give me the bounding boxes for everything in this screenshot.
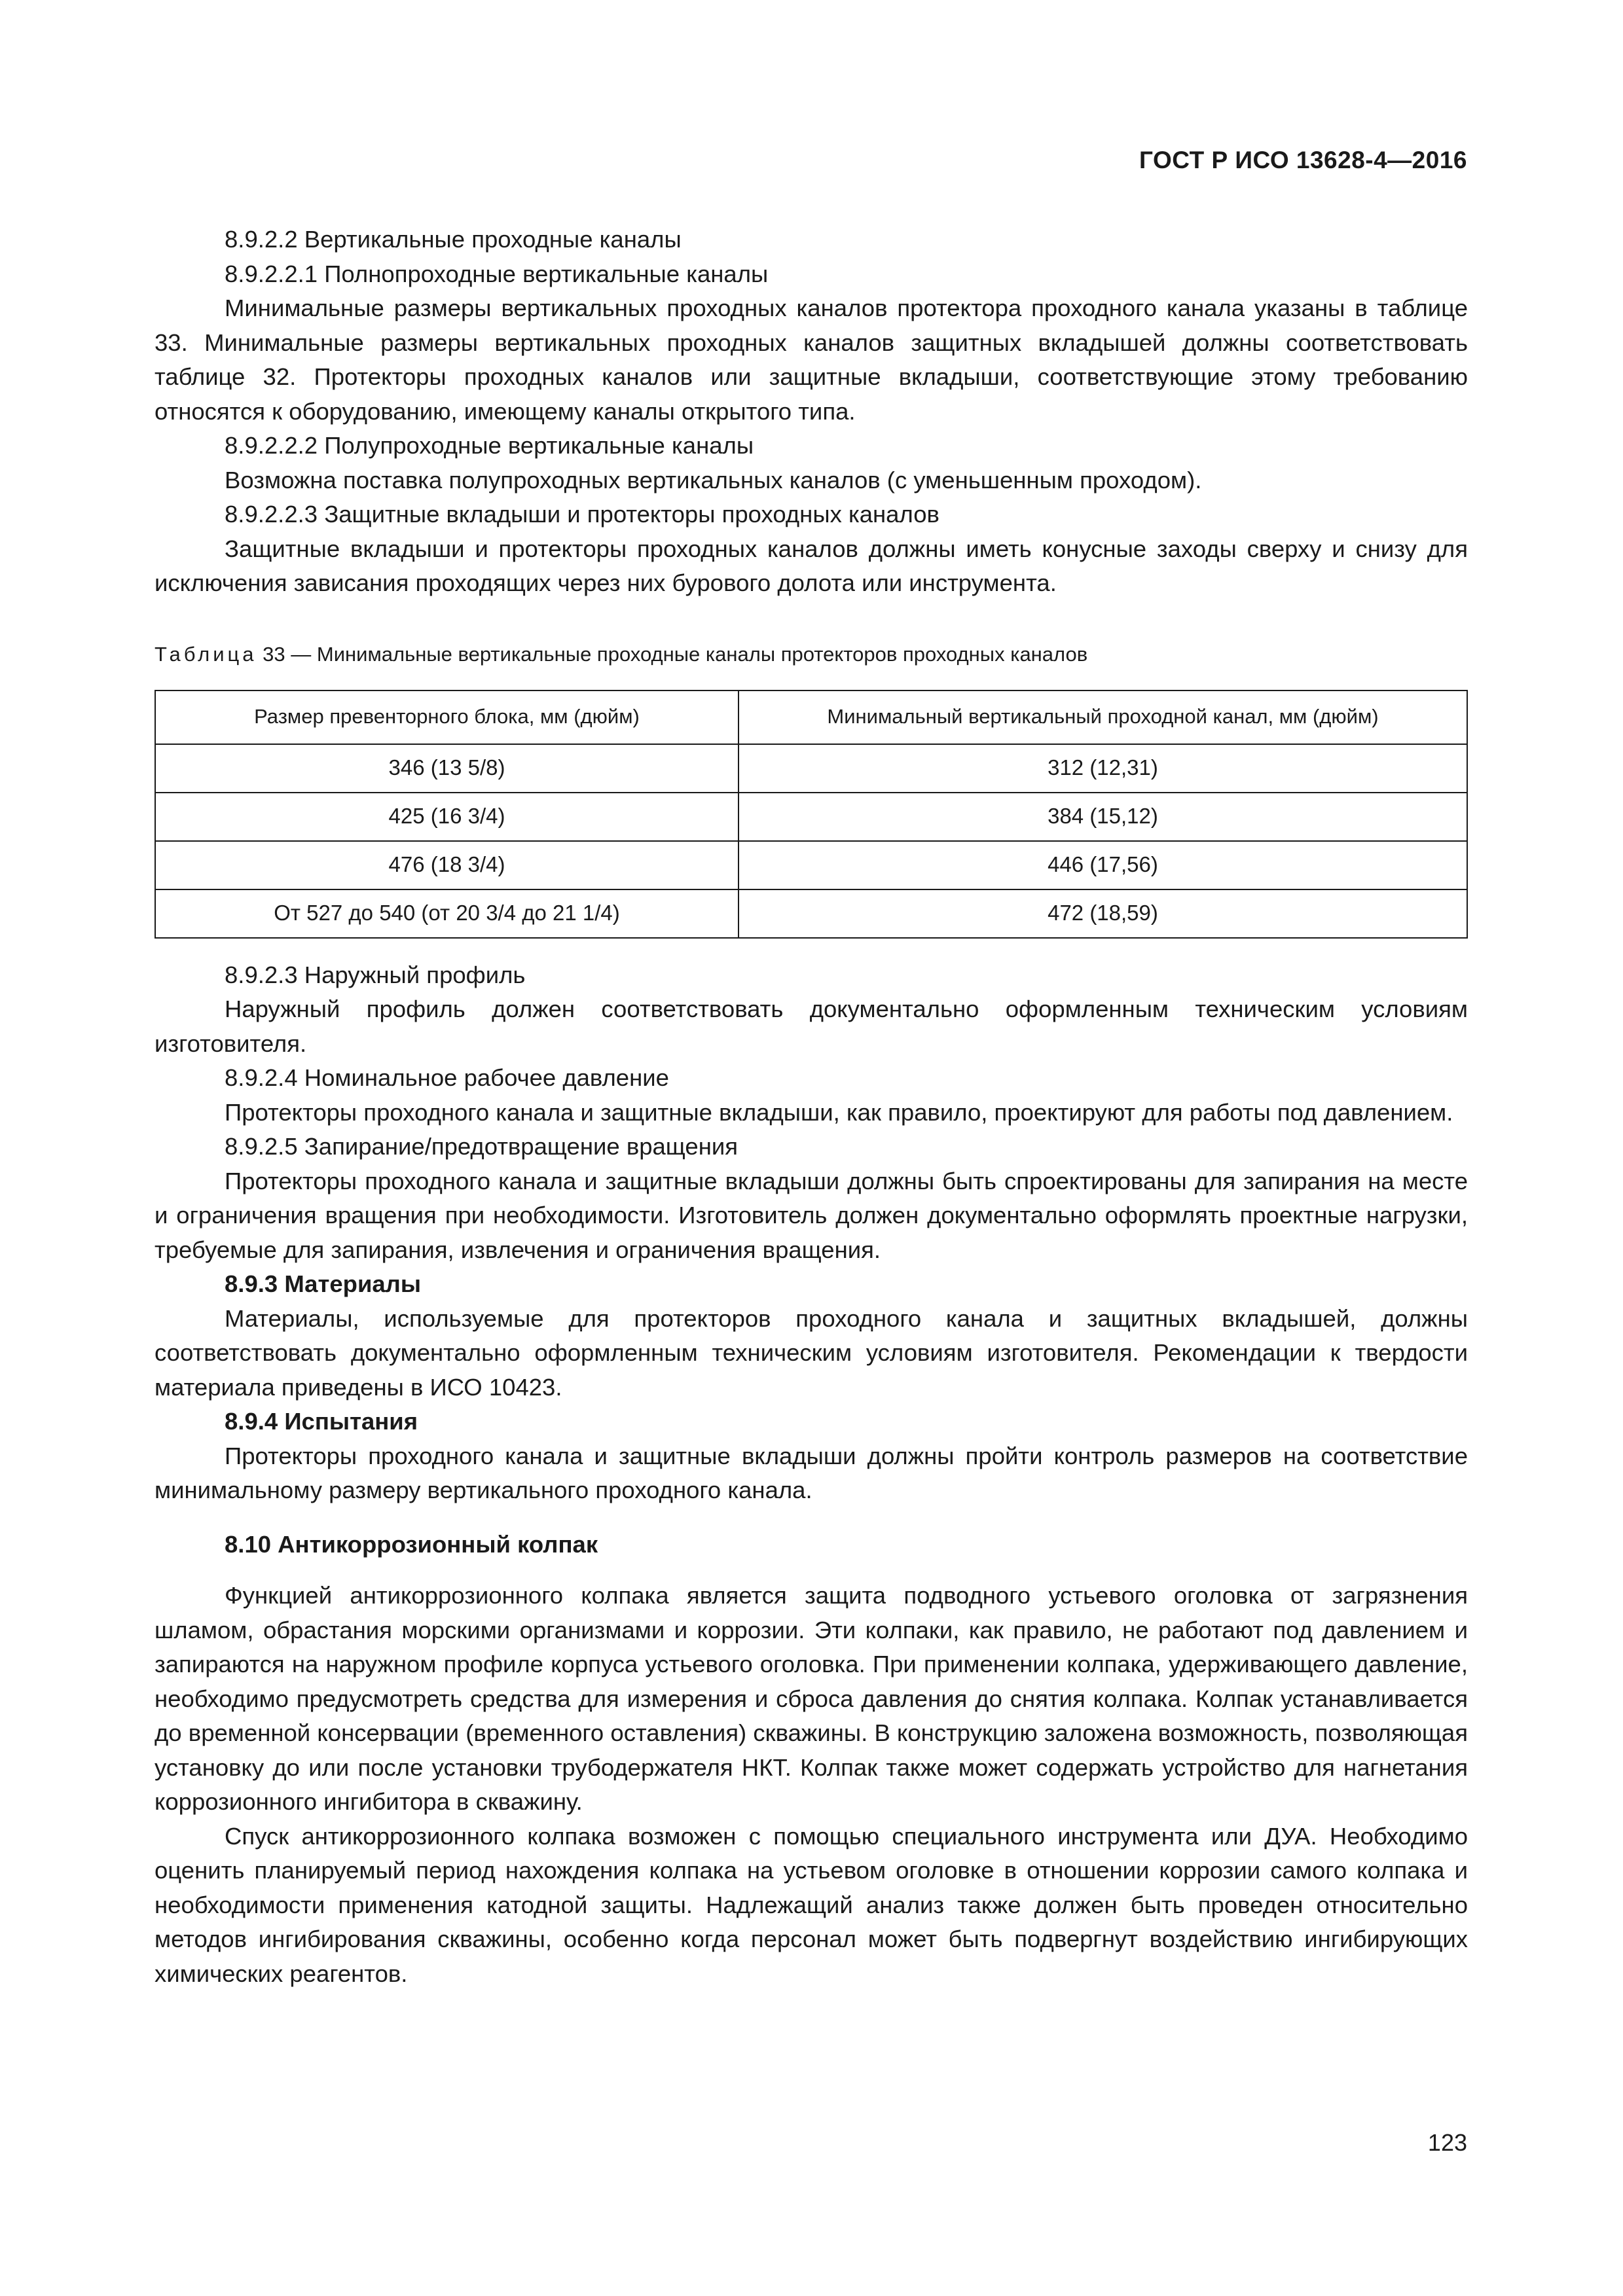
table-row: [155, 793, 1467, 841]
clause-heading: 8.9.2.2.2 Полупроходные вертикальные каналы: [225, 432, 754, 459]
paragraph: Протекторы проходного канала и защитные вкладыши, как правило, проектируют для работы под давлением.: [225, 1098, 1453, 1126]
paragraph: Наружный профиль должен соответствовать документально оформленным техническим условиям изготовителя.: [155, 996, 1468, 1057]
clause-heading-bold: 8.9.4 Испытания: [225, 1408, 418, 1435]
paragraph: Минимальные размеры вертикальных проходных каналов протектора проходного канала указаны в таблице 33. Минимальные размеры вертикальных проходных каналов защитных вкладышей должны соответствовать таблице 32. Протекторы проходных каналов или защитные вкладыши, соответствующие этому требованию относятся к оборудованию, имеющему каналы открытого типа.: [155, 295, 1468, 425]
table-row: [155, 744, 1467, 793]
clause-heading: 8.9.2.4 Номинальное рабочее давление: [225, 1064, 669, 1091]
table-header-cell: Минимальный вертикальный проходной канал, мм (дюйм): [739, 691, 1467, 744]
section-heading: 8.10 Антикоррозионный колпак: [225, 1530, 598, 1558]
table-row: [155, 889, 1467, 938]
paragraph: Протекторы проходного канала и защитные вкладыши должны быть спроектированы для запирания на месте и ограничения вращения при необходимости. Изготовитель должен документально оформлять проектные нагрузки, требуемые для запирания, извлечения и ограничения вращения.: [155, 1167, 1468, 1263]
paragraph: Возможна поставка полупроходных вертикальных каналов (с уменьшенным проходом).: [225, 466, 1202, 493]
clause-heading-bold: 8.9.3 Материалы: [225, 1270, 422, 1297]
table-cell: 476 (18 3/4): [155, 841, 739, 889]
bore-table: [155, 690, 1468, 939]
table-cell: 384 (15,12): [739, 793, 1467, 841]
table-header-row: [155, 691, 1467, 744]
table-cell: 346 (13 5/8): [155, 744, 739, 793]
document-body: [155, 223, 1468, 1991]
table-cell: 312 (12,31): [739, 744, 1467, 793]
clause-heading: 8.9.2.2 Вертикальные проходные каналы: [225, 226, 682, 253]
paragraph: Протекторы проходного канала и защитные вкладыши должны пройти контроль размеров на соответствие минимальному размеру вертикального проходного канала.: [155, 1442, 1468, 1503]
table-cell: 425 (16 3/4): [155, 793, 739, 841]
page-number: 123: [1427, 2129, 1467, 2156]
paragraph: Спуск антикоррозионного колпака возможен с помощью специального инструмента или ДУА. Необходимо оценить планируемый период нахождения колпака на устьевом оголовке в отношении коррозии самого колпака и необходимости применения катодной защиты. Надлежащий анализ также должен быть проведен относительно методов ингибирования скважины, особенно когда персонал может быть подвергнут воздействию ингибирующих химических реагентов.: [155, 1822, 1468, 1987]
clause-heading: 8.9.2.2.3 Защитные вкладыши и протекторы проходных каналов: [225, 501, 939, 528]
table-cell: От 527 до 540 (от 20 3/4 до 21 1/4): [155, 889, 739, 938]
paragraph: Материалы, используемые для протекторов проходного канала и защитных вкладышей, должны соответствовать документально оформленным техническим условиям изготовителя. Рекомендации к твердости материала приведены в ИСО 10423.: [155, 1304, 1468, 1401]
clause-heading: 8.9.2.2.1 Полнопроходные вертикальные каналы: [225, 260, 769, 287]
table-header-cell: Размер превенторного блока, мм (дюйм): [155, 691, 739, 744]
paragraph: Защитные вкладыши и протекторы проходных каналов должны иметь конусные заходы сверху и снизу для исключения зависания проходящих через них бурового долота или инструмента.: [155, 535, 1468, 596]
table-caption: [155, 641, 1468, 668]
table-row: [155, 841, 1467, 889]
table-caption-text: 33 — Минимальные вертикальные проходные каналы протекторов проходных каналов: [257, 642, 1088, 666]
table-caption-label: Таблица: [155, 642, 257, 666]
clause-heading: 8.9.2.5 Запирание/предотвращение вращения: [225, 1133, 739, 1160]
standard-id-header: ГОСТ Р ИСО 13628-4—2016: [1139, 147, 1467, 173]
table-cell: 472 (18,59): [739, 889, 1467, 938]
clause-heading: 8.9.2.3 Наружный профиль: [225, 961, 526, 988]
paragraph: Функцией антикоррозионного колпака является защита подводного устьевого оголовка от загрязнения шламом, обрастания морскими организмами и коррозии. Эти колпаки, как правило, не работают под давлением и запираются на наружном профиле корпуса устьевого оголовка. При применении колпака, удерживающего давление, необходимо предусмотреть средства для измерения и сброса давления до снятия колпака. Колпак устанавливается до временной консервации (временного оставления) скважины. В конструкцию заложена возможность, позволяющая установку до или после установки трубодержателя НКТ. Колпак также может содержать устройство для нагнетания коррозионного ингибитора в скважину.: [155, 1582, 1468, 1815]
table-cell: 446 (17,56): [739, 841, 1467, 889]
